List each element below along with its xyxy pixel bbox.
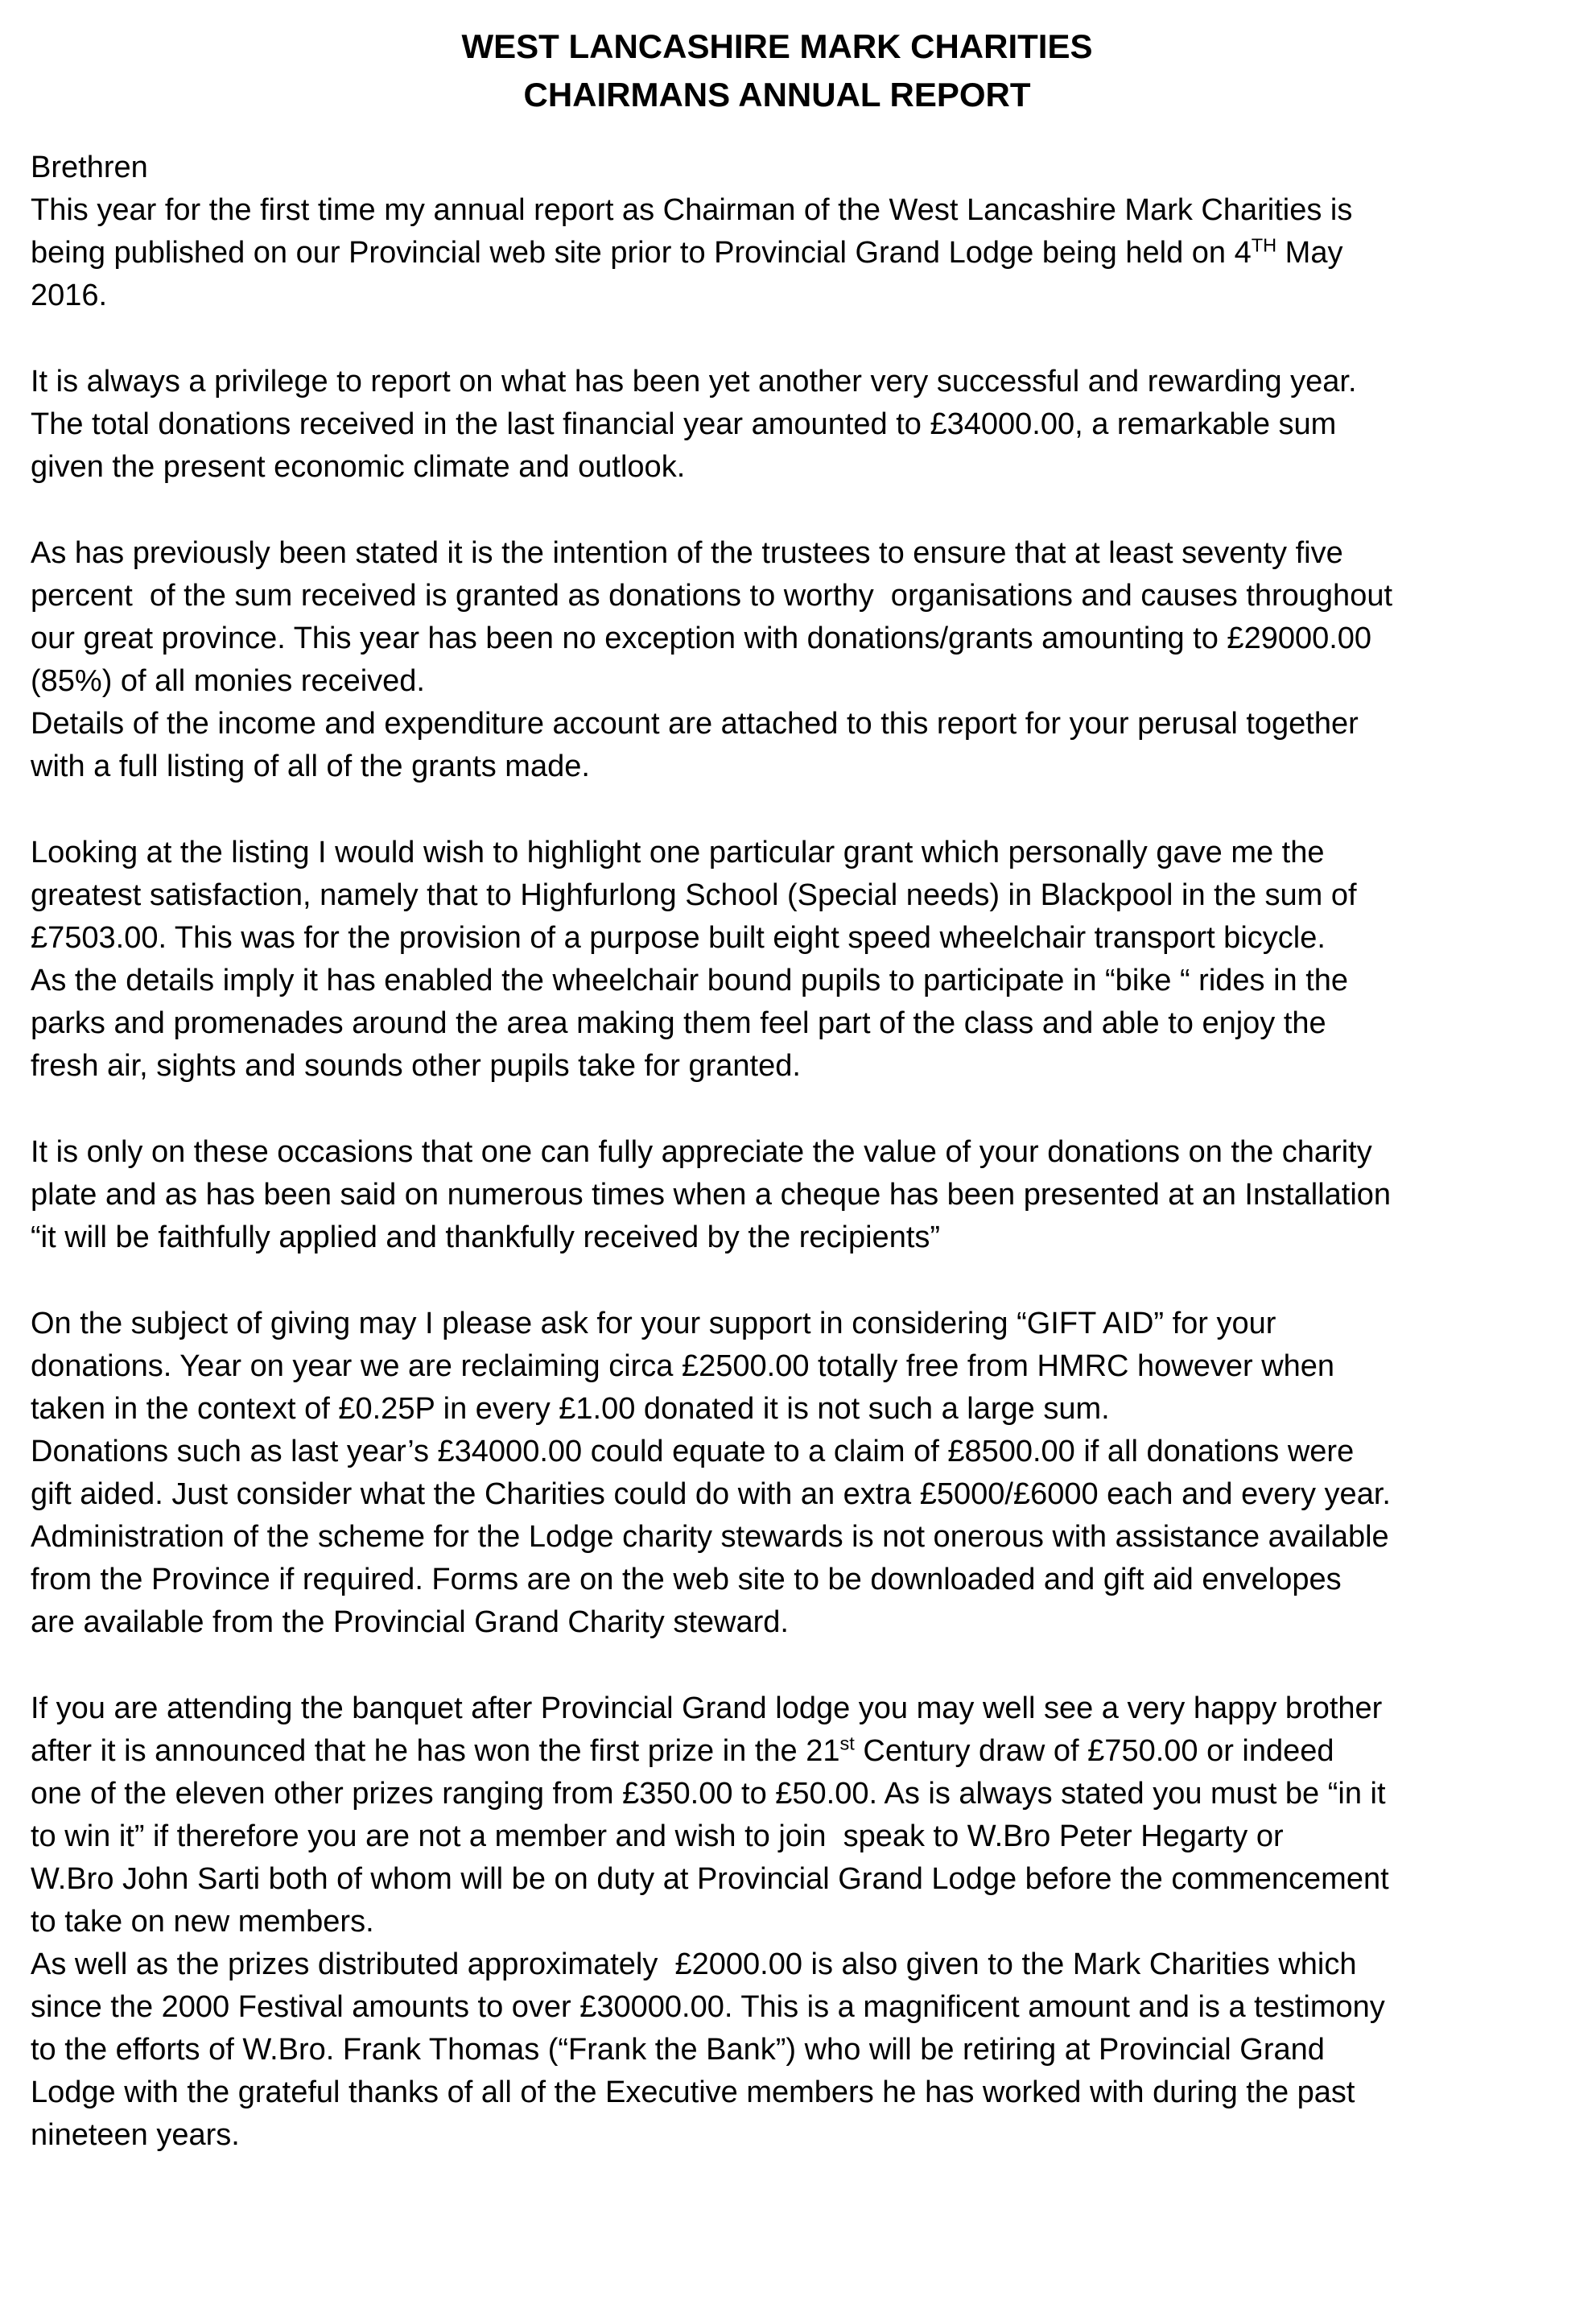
text-line: donations. Year on year we are reclaiming circa £2500.00 totally free from HMRC however when xyxy=(31,1349,1335,1383)
paragraph xyxy=(31,189,1524,317)
text-line: This year for the first time my annual report as Chairman of the West Lancashire Mark Charities is xyxy=(31,193,1353,227)
text-segment: May xyxy=(1276,236,1343,270)
superscript: TH xyxy=(1251,234,1277,256)
paragraph xyxy=(31,1687,1524,1943)
text-line: parks and promenades around the area making them feel part of the class and able to enjoy the xyxy=(31,1006,1326,1040)
text-line: given the present economic climate and outlook. xyxy=(31,450,686,484)
paragraph xyxy=(31,1943,1524,2157)
paragraph xyxy=(31,532,1524,788)
text-line: The total donations received in the last financial year amounted to £34000.00, a remarkable sum xyxy=(31,407,1337,441)
text-line: Donations such as last year’s £34000.00 could equate to a claim of £8500.00 if all donations were xyxy=(31,1435,1355,1468)
paragraph xyxy=(31,147,1524,189)
text-line: On the subject of giving may I please ask for your support in considering “GIFT AID” for your xyxy=(31,1307,1276,1340)
text-line: greatest satisfaction, namely that to Highfurlong School (Special needs) in Blackpool in the sum of xyxy=(31,878,1357,912)
text-line: 2016. xyxy=(31,279,108,312)
text-line: £7503.00. This was for the provision of a purpose built eight speed wheelchair transport bicycle. xyxy=(31,921,1326,955)
text-line: with a full listing of all of the grants made. xyxy=(31,750,590,783)
text-line: taken in the context of £0.25P in every £1.00 donated it is not such a large sum. xyxy=(31,1392,1110,1426)
paragraph xyxy=(31,1303,1524,1644)
text-line: to win it” if therefore you are not a member and wish to join speak to W.Bro Peter Hegarty or xyxy=(31,1819,1284,1853)
paragraph xyxy=(31,361,1524,489)
text-line: to take on new members. xyxy=(31,1905,374,1939)
text-line: fresh air, sights and sounds other pupils take for granted. xyxy=(31,1049,801,1083)
text-line: plate and as has been said on numerous times when a cheque has been presented at an Installation xyxy=(31,1178,1392,1212)
text-line: one of the eleven other prizes ranging from £350.00 to £50.00. As is always stated you must be “in it xyxy=(31,1777,1386,1811)
text-segment: Century draw of £750.00 or indeed xyxy=(854,1734,1334,1768)
text-segment: being published on our Provincial web site prior to Provincial Grand Lodge being held on 4 xyxy=(31,236,1252,270)
text-line: W.Bro John Sarti both of whom will be on duty at Provincial Grand Lodge before the commencement xyxy=(31,1862,1389,1896)
text-line: If you are attending the banquet after Provincial Grand lodge you may well see a very happy brother xyxy=(31,1691,1383,1725)
document-body xyxy=(31,147,1524,2157)
text-line xyxy=(31,232,1524,275)
text-line: As has previously been stated it is the intention of the trustees to ensure that at least seventy five xyxy=(31,536,1343,570)
text-line: Looking at the listing I would wish to highlight one particular grant which personally gave me the xyxy=(31,836,1325,869)
text-line: As the details imply it has enabled the wheelchair bound pupils to participate in “bike “ rides in the xyxy=(31,964,1349,997)
text-line: percent of the sum received is granted as donations to worthy organisations and causes throughout xyxy=(31,579,1393,613)
text-line: Details of the income and expenditure account are attached to this report for your perusal together xyxy=(31,707,1359,741)
document-title xyxy=(31,23,1524,119)
title-line-2: CHAIRMANS ANNUAL REPORT xyxy=(523,76,1031,114)
title-line-1: WEST LANCASHIRE MARK CHARITIES xyxy=(461,27,1093,65)
text-line: As well as the prizes distributed approximately £2000.00 is also given to the Mark Charities which xyxy=(31,1947,1357,1981)
text-line: nineteen years. xyxy=(31,2118,240,2152)
text-line: to the efforts of W.Bro. Frank Thomas (“Frank the Bank”) who will be retiring at Provincial Grand xyxy=(31,2033,1325,2067)
text-line: It is always a privilege to report on what has been yet another very successful and rewarding year. xyxy=(31,365,1357,399)
text-line: It is only on these occasions that one can fully appreciate the value of your donations on the charity xyxy=(31,1135,1372,1169)
text-segment: after it is announced that he has won the first prize in the 21 xyxy=(31,1734,840,1768)
text-line: (85%) of all monies received. xyxy=(31,664,425,698)
text-line: Administration of the scheme for the Lodge charity stewards is not onerous with assistance available xyxy=(31,1520,1389,1554)
superscript: st xyxy=(839,1733,855,1754)
text-line xyxy=(31,1730,1524,1773)
text-line: Lodge with the grateful thanks of all of the Executive members he has worked with during the past xyxy=(31,2075,1355,2109)
text-line: from the Province if required. Forms are on the web site to be downloaded and gift aid envelopes xyxy=(31,1563,1342,1596)
text-line: our great province. This year has been no exception with donations/grants amounting to £29000.00 xyxy=(31,622,1372,655)
text-line: since the 2000 Festival amounts to over £30000.00. This is a magnificent amount and is a testimony xyxy=(31,1990,1385,2024)
paragraph xyxy=(31,1131,1524,1259)
text-line: Brethren xyxy=(31,151,148,184)
paragraph xyxy=(31,832,1524,1088)
text-line: are available from the Provincial Grand Charity steward. xyxy=(31,1605,789,1639)
text-line: “it will be faithfully applied and thankfully received by the recipients” xyxy=(31,1220,941,1254)
text-line: gift aided. Just consider what the Charities could do with an extra £5000/£6000 each and every year. xyxy=(31,1477,1391,1511)
